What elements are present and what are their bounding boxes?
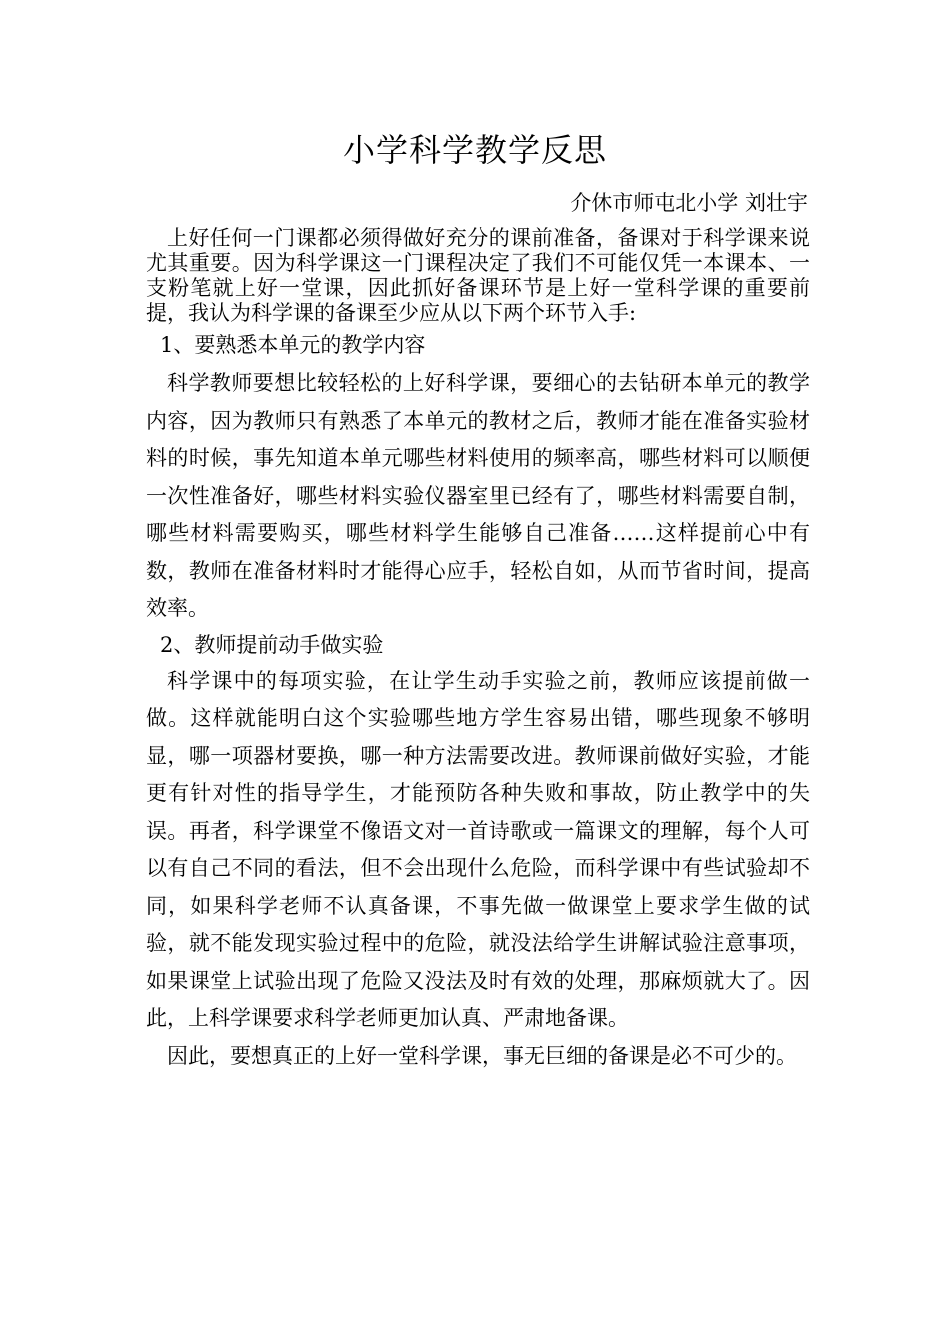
paragraph-section-1: 科学教师要想比较轻松的上好科学课，要细心的去钻研本单元的教学内容，因为教师只有熟悉了本单元的教材之后，教师才能在准备实验材料的时候，事先知道本单元哪些材料使用的频率高，哪些材料可以顺便一次性准备好，哪些材料实验仪器室里已经有了，哪些材料需要自制，哪些材料需要购买，哪些材料学生能够自己准备……这样提前心中有数，教师在准备材料时才能得心应手，轻松自如，从而节省时间，提高效率。 (146, 371, 810, 620)
section-heading-2: 2、教师提前动手做实验 (160, 632, 384, 657)
paragraph-intro: 上好任何一门课都必须得做好充分的课前准备，备课对于科学课来说尤其重要。因为科学课这一门课程决定了我们不可能仅凭一本课本、一支粉笔就上好一堂课，因此抓好备课环节是上好一堂科学课的重要前提，我认为科学课的备课至少应从以下两个环节入手: (146, 226, 810, 325)
document-body (146, 226, 810, 1069)
author-line: 介休市师屯北小学 刘壮宇 (570, 191, 808, 215)
section-heading-1: 1、要熟悉本单元的教学内容 (160, 333, 426, 357)
paragraph-conclusion: 因此，要想真正的上好一堂科学课，事无巨细的备课是必不可少的。 (167, 1043, 797, 1068)
document-title: 小学科学教学反思 (342, 131, 607, 169)
paragraph-section-2: 科学课中的每项实验，在让学生动手实验之前，教师应该提前做一做。这样就能明白这个实验哪些地方学生容易出错，哪些现象不够明显，哪一项器材要换，哪一种方法需要改进。教师课前做好实验，才能更有针对性的指导学生，才能预防各种失败和事故，防止教学中的失误。再者，科学课堂不像语文对一首诗歌或一篇课文的理解，每个人可以有自己不同的看法，但不会出现什么危险，而科学课中有些试验却不同，如果科学老师不认真备课，不事先做一做课堂上要求学生做的试验，就不能发现实验过程中的危险，就没法给学生讲解试验注意事项，如果课堂上试验出现了危险又没法及时有效的处理，那麻烦就大了。因此，上科学课要求科学老师更加认真、严肃地备课。 (146, 668, 810, 1030)
